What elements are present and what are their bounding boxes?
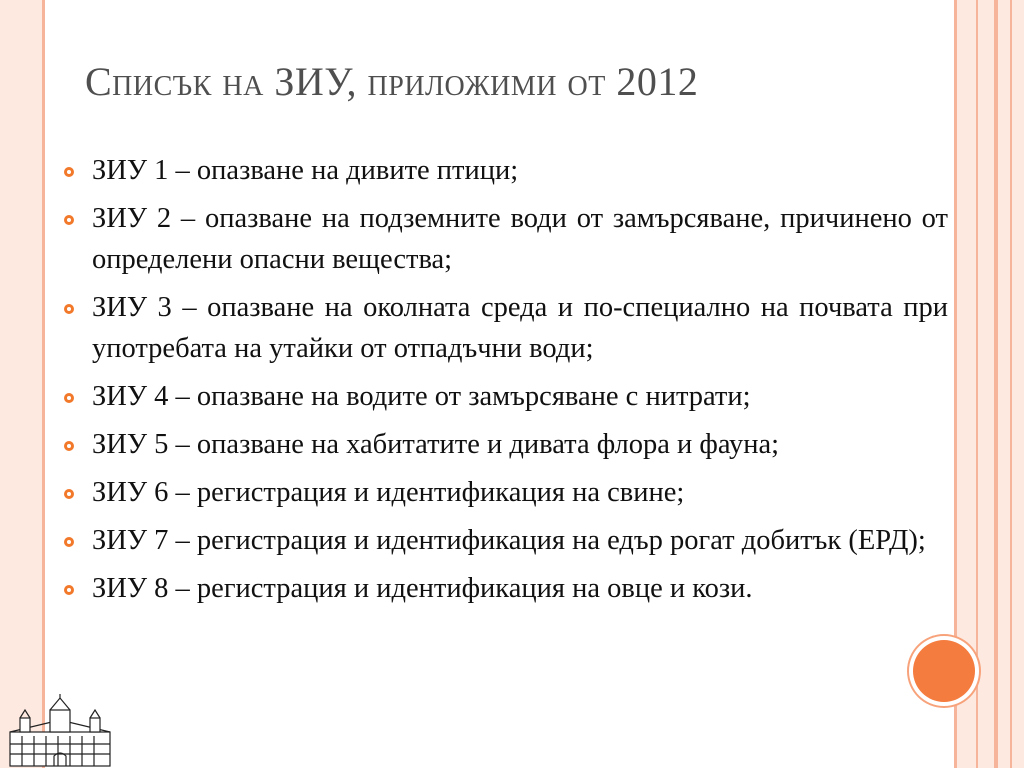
orange-circle-decoration [913, 640, 975, 702]
list-item-text: ЗИУ 6 – регистрация и идентификация на свине; [92, 477, 685, 508]
orange-ring-bullet-icon [64, 441, 74, 451]
list-item [64, 376, 948, 417]
orange-ring-bullet-icon [64, 215, 74, 225]
orange-ring-bullet-icon [64, 393, 74, 403]
list-item-text: ЗИУ 1 – опазване на дивите птици; [92, 155, 519, 186]
list-item [64, 568, 948, 609]
orange-ring-bullet-icon [64, 537, 74, 547]
slide-title: Списък на ЗИУ, приложими от 2012 [85, 59, 699, 104]
list-item-text: ЗИУ 5 – опазване на хабитатите и дивата флора и фауна; [92, 429, 780, 460]
list-item [64, 424, 948, 465]
list-item [64, 150, 948, 191]
left-border-decoration [0, 0, 45, 768]
list-item [64, 198, 948, 280]
orange-ring-bullet-icon [64, 489, 74, 499]
orange-ring-bullet-icon [64, 167, 74, 177]
list-item-text: ЗИУ 4 – опазване на водите от замърсяване с нитрати; [92, 381, 751, 412]
list-item-text: ЗИУ 7 – регистрация и идентификация на едър рогат добитък (ЕРД); [92, 525, 926, 556]
list-item [64, 472, 948, 513]
list-item [64, 287, 948, 369]
bullet-list [64, 150, 948, 616]
orange-ring-bullet-icon [64, 585, 74, 595]
list-item-text: ЗИУ 3 – опазване на околната среда и по-специално на почвата при употребата на утайки от отпадъчни води; [92, 292, 948, 364]
orange-ring-bullet-icon [64, 304, 74, 314]
building-logo-icon [0, 692, 120, 768]
list-item [64, 520, 948, 561]
list-item-text: ЗИУ 2 – опазване на подземните води от замърсяване, причинено от определени опасни вещества; [92, 203, 948, 275]
list-item-text: ЗИУ 8 – регистрация и идентификация на овце и кози. [92, 573, 753, 604]
